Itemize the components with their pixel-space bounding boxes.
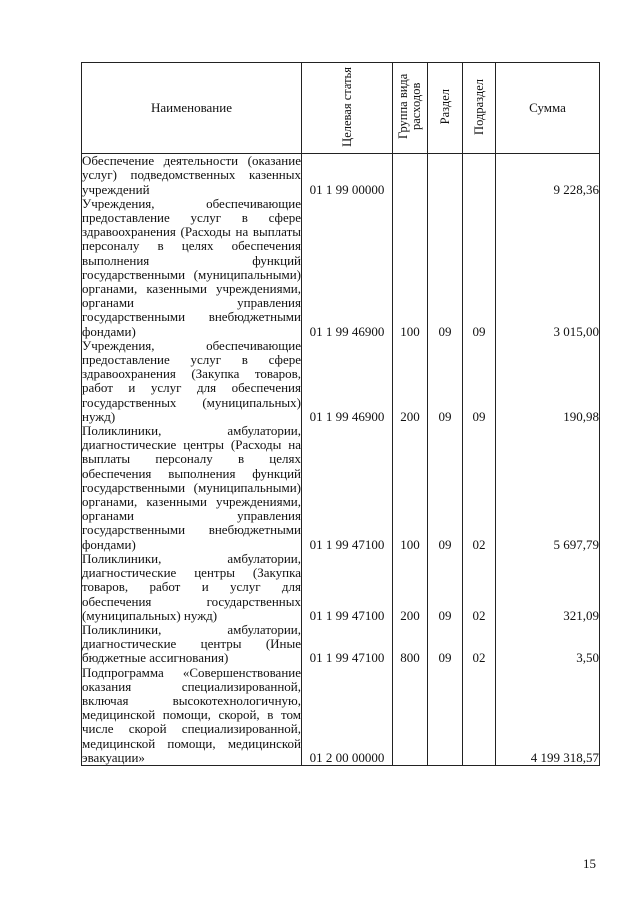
- row-name: Поликлиники, амбулатории, диагностические центры (Расходы на выплаты персоналу в целях обеспечения выполнения функций государственными (муниципальными) органами, казенными учреждениями, органами управления государственными внебюджетными фондами): [82, 423, 301, 552]
- row-section: [428, 666, 463, 766]
- table-row: [82, 424, 600, 552]
- row-code: 01 1 99 47100: [302, 424, 393, 552]
- header-section: Раздел: [428, 63, 463, 154]
- row-group: [393, 666, 428, 766]
- table-row: [82, 197, 600, 339]
- row-subsection: [463, 154, 496, 197]
- row-sum: 321,09: [496, 552, 600, 623]
- row-code: 01 1 99 47100: [302, 623, 393, 666]
- header-name: Наименование: [82, 63, 302, 154]
- row-section: 09: [428, 197, 463, 339]
- row-code: 01 1 99 47100: [302, 552, 393, 623]
- row-section: 09: [428, 623, 463, 666]
- row-code: 01 2 00 00000: [302, 666, 393, 766]
- table-header-row: [82, 63, 600, 154]
- table-row: [82, 623, 600, 666]
- header-group: Группа вида расходов: [393, 63, 428, 154]
- row-sum: 3 015,00: [496, 197, 600, 339]
- row-group: 200: [393, 339, 428, 424]
- row-name: Поликлиники, амбулатории, диагностические центры (Закупка товаров, работ и услуг для обеспечения государственных (муниципальных) нужд): [82, 550, 301, 623]
- row-group: [393, 154, 428, 197]
- row-group: 800: [393, 623, 428, 666]
- row-section: 09: [428, 339, 463, 424]
- row-section: [428, 154, 463, 197]
- row-name: Учреждения, обеспечивающие предоставление услуг в сфере здравоохранения (Расходы на выплаты персоналу в целях обеспечения выполнения функций государственными (муниципальными) органами, казенными учреждениями, органами управления государственными внебюджетными фондами): [82, 195, 301, 339]
- row-subsection: 02: [463, 424, 496, 552]
- row-name: Поликлиники, амбулатории, диагностические центры (Иные бюджетные ассигнования): [82, 621, 301, 666]
- header-subsection: Подраздел: [463, 63, 496, 154]
- row-group: 100: [393, 197, 428, 339]
- row-sum: 5 697,79: [496, 424, 600, 552]
- header-code: Целевая статья: [302, 63, 393, 154]
- table-row: [82, 154, 600, 197]
- row-subsection: 09: [463, 197, 496, 339]
- row-group: 100: [393, 424, 428, 552]
- row-code: 01 1 99 00000: [302, 154, 393, 197]
- row-sum: 3,50: [496, 623, 600, 666]
- row-section: 09: [428, 424, 463, 552]
- row-name: Обеспечение деятельности (оказание услуг) подведомственных казенных учреждений: [82, 153, 301, 197]
- table-row: [82, 339, 600, 424]
- row-sum: 190,98: [496, 339, 600, 424]
- row-subsection: [463, 666, 496, 766]
- row-group: 200: [393, 552, 428, 623]
- row-subsection: 02: [463, 552, 496, 623]
- budget-table: [81, 62, 600, 766]
- table-row: [82, 666, 600, 766]
- row-code: 01 1 99 46900: [302, 339, 393, 424]
- row-name: Подпрограмма «Совершенствование оказания специализированной, включая высокотехнологичную, медицинской помощи, скорой, в том числе скорой специализированной, медицинской помощи, медицинской эвакуации»: [82, 664, 301, 765]
- row-sum: 4 199 318,57: [496, 666, 600, 766]
- row-subsection: 09: [463, 339, 496, 424]
- row-section: 09: [428, 552, 463, 623]
- header-sum: Сумма: [496, 63, 600, 154]
- row-sum: 9 228,36: [496, 154, 600, 197]
- row-subsection: 02: [463, 623, 496, 666]
- row-code: 01 1 99 46900: [302, 197, 393, 339]
- row-name: Учреждения, обеспечивающие предоставление услуг в сфере здравоохранения (Закупка товаров, работ и услуг для обеспечения государственных (муниципальных) нужд): [82, 337, 301, 424]
- table-row: [82, 552, 600, 623]
- page-number: 15: [583, 856, 596, 871]
